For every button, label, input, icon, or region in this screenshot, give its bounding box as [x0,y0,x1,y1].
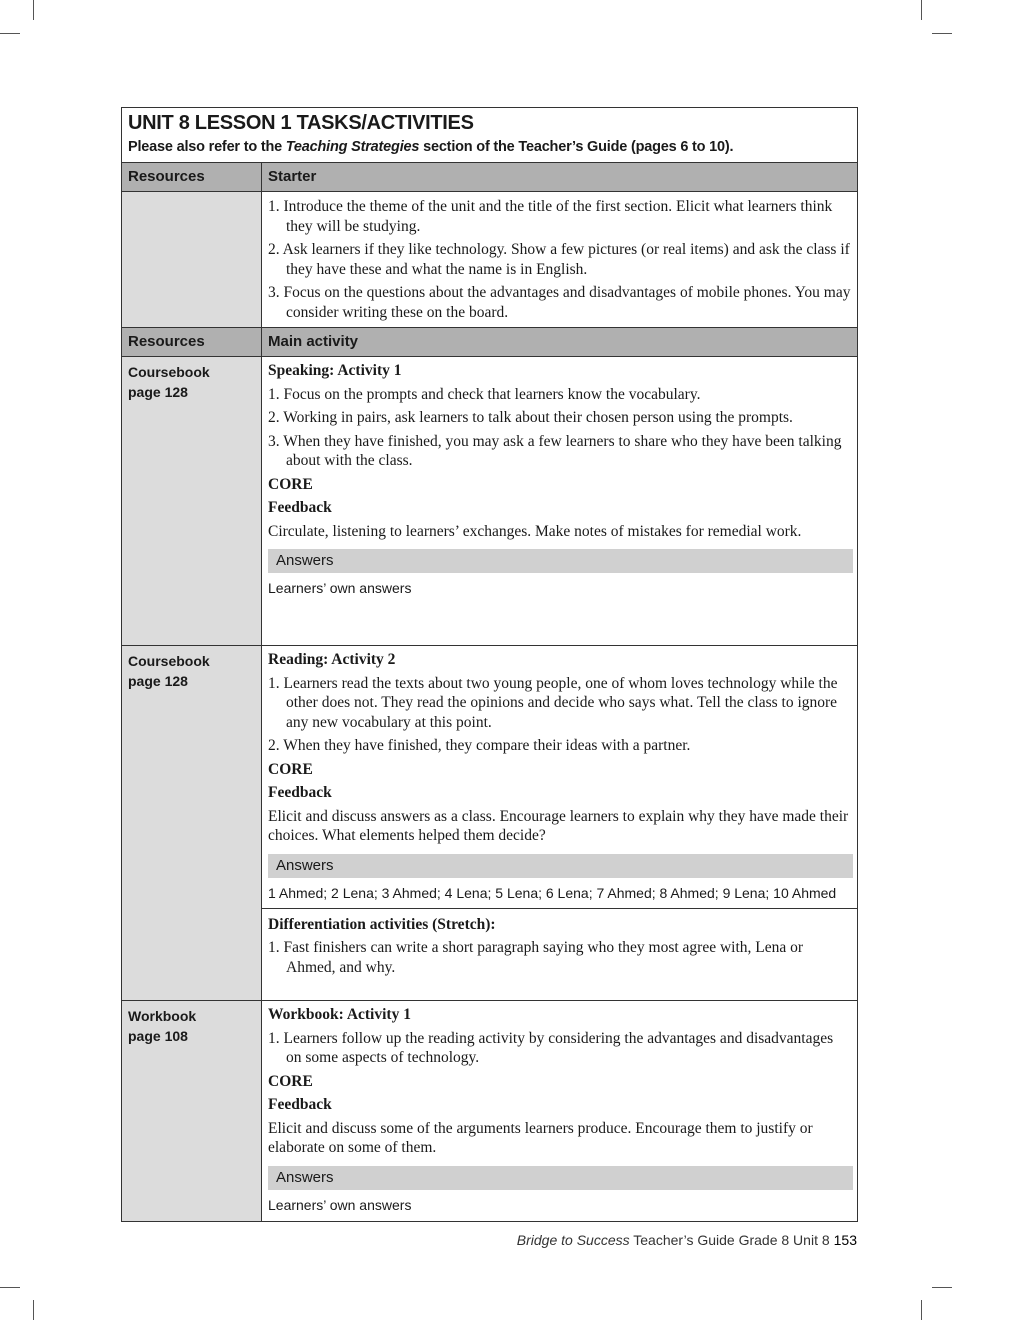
answers-text: Learners’ own answers [268,580,412,596]
crop-mark [33,1300,34,1320]
title-block [122,108,857,163]
resources-cell [122,192,262,327]
resource-name: Coursebook [128,364,210,380]
feedback-label: Feedback [268,784,332,801]
answers-bar: Answers [268,549,853,573]
answers-text: 1 Ahmed; 2 Lena; 3 Ahmed; 4 Lena; 5 Lena; 6 Lena; 7 Ahmed; 8 Ahmed; 9 Lena; 10 Ahmed [268,884,837,901]
list-item: 1. Learners follow up the reading activity by considering the advantages and disadvantages on some aspects of technology. [268,1029,834,1066]
crop-mark [33,0,34,20]
core-label: CORE [268,475,313,493]
main-activity-header: Main activity [268,333,359,350]
resource-name: Workbook [128,1008,197,1024]
main-header-row [122,328,857,357]
subtitle-text: Please also refer to the [128,139,286,155]
differentiation-heading: Differentiation activities (Stretch): [268,915,496,933]
resources-header: Resources [122,163,262,191]
starter-header-row [122,163,857,192]
feedback-label: Feedback [268,499,332,516]
starter-header: Starter [268,168,317,185]
feedback-text: Elicit and discuss answers as a class. Encourage learners to explain why they have made their choices. What elements helped them decide? [268,807,849,844]
list-item: 2. Ask learners if they like technology. Show a few pictures (or real items) and ask the class if they have these and what the name is in English. [268,241,850,278]
crop-mark [921,1300,922,1320]
feedback-label: Feedback [268,1096,332,1113]
book-title: Bridge to Success [516,1232,630,1248]
crop-mark [921,0,922,20]
lesson-table [121,107,858,1222]
activity-heading: Speaking: Activity 1 [268,362,402,379]
subtitle [128,139,851,155]
list-item: 3. Focus on the questions about the advantages and disadvantages of mobile phones. You may consider writing these on the board. [268,284,851,321]
activity-heading: Reading: Activity 2 [268,651,396,668]
resources-cell [122,1001,262,1221]
crop-mark [932,1287,952,1288]
crop-mark [932,33,952,34]
answers-bar: Answers [268,854,853,878]
resource-page: page 108 [128,1028,188,1044]
list-item: 1. Introduce the theme of the unit and the title of the first section. Elicit what learners think they will be studying. [268,198,833,235]
section-speaking [122,357,857,646]
page-number: 153 [833,1232,857,1248]
core-label: CORE [268,760,313,778]
resources-cell [122,646,262,1000]
list-item: 1. Focus on the prompts and check that learners know the vocabulary. [268,385,701,403]
page-footer [517,1232,857,1248]
footer-text: Teacher’s Guide Grade 8 Unit 8 [629,1232,830,1248]
list-item: 1. Fast finishers can write a short paragraph saying who they most agree with, Lena or Ahmed, and why. [268,939,804,976]
section-workbook [122,1001,857,1221]
resource-page: page 128 [128,673,188,689]
list-item: 2. When they have finished, they compare their ideas with a partner. [268,737,691,754]
resource-page: page 128 [128,384,188,400]
subtitle-text: section of the Teacher’s Guide (pages 6 to 10). [419,139,734,155]
list-item: 2. Working in pairs, ask learners to talk about their chosen person using the prompts. [268,409,793,426]
answers-bar: Answers [268,1166,853,1190]
list-item: 3. When they have finished, you may ask a few learners to share who they have been talking about with the class. [268,432,842,469]
feedback-text: Circulate, listening to learners’ exchanges. Make notes of mistakes for remedial work. [268,522,802,540]
resources-cell [122,357,262,645]
feedback-text: Elicit and discuss some of the arguments learners produce. Encourage them to justify or elaborate on some of them. [268,1119,813,1156]
list-item: 1. Learners read the texts about two young people, one of whom loves technology while the other does not. They read the opinions and decide who says what. Tell the class to ignore any new vocabulary at this point. [268,674,838,731]
crop-mark [0,33,20,34]
resource-name: Coursebook [128,653,210,669]
section-reading [122,646,857,1001]
answers-text: Learners’ own answers [268,1196,412,1213]
resources-header: Resources [122,328,262,356]
activity-heading: Workbook: Activity 1 [268,1006,411,1023]
crop-mark [0,1287,20,1288]
core-label: CORE [268,1072,313,1090]
starter-row [122,192,857,328]
subtitle-italic: Teaching Strategies [285,139,420,155]
differentiation-block [262,908,857,978]
page-title: UNIT 8 LESSON 1 TASKS/ACTIVITIES [128,112,474,134]
